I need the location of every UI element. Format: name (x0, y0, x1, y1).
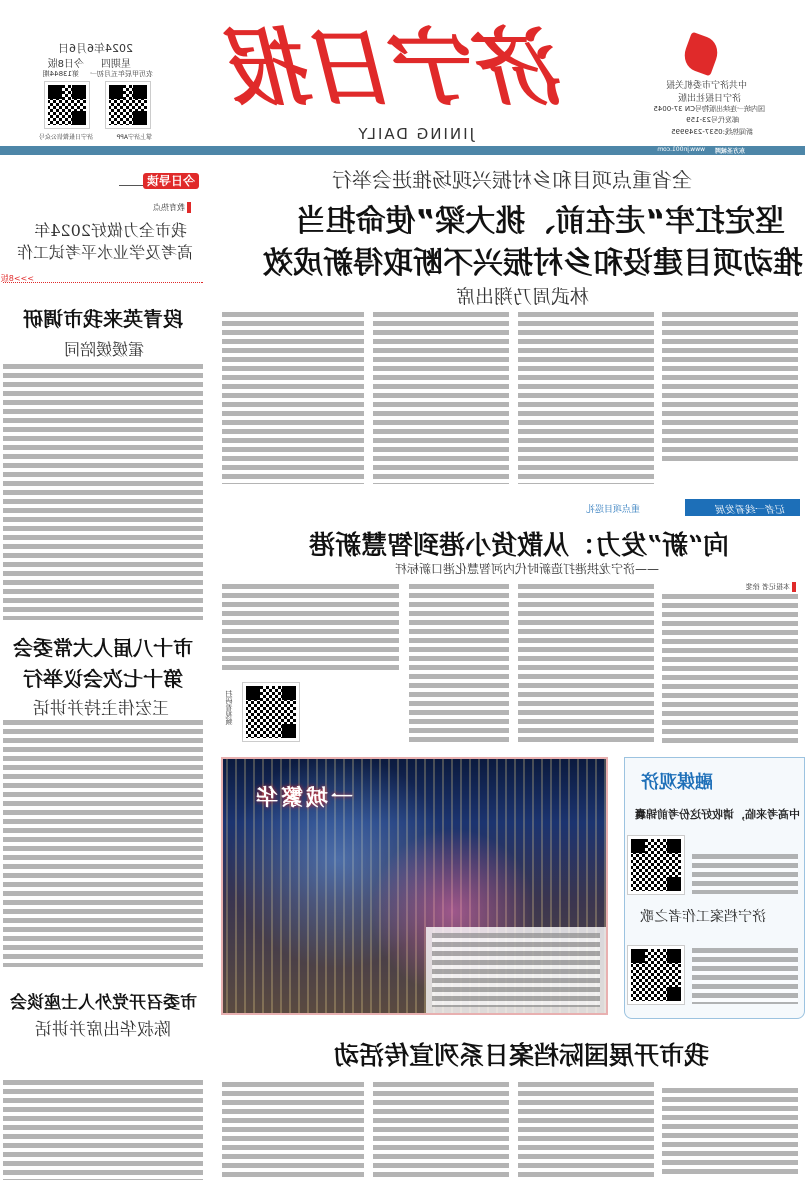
guide-title: 高考及学业水平考试工作 (16, 243, 193, 262)
story-subtitle: 陈叔华出席并讲话 (35, 1020, 171, 1040)
lunar-date: 农历甲辰年五月初一 (90, 70, 153, 78)
port-headline: 向“新”发力：从散货小港到智慧新港 (309, 531, 729, 561)
qr-code-app[interactable] (106, 82, 150, 128)
media-item-title[interactable]: 济宁档案工作者之歌 (640, 909, 766, 925)
logo-icon (680, 32, 722, 77)
caption-text (432, 933, 600, 1007)
article-body-text (222, 312, 364, 484)
section-banner: 记者一线看发展 重点项目巡礼 (544, 499, 800, 516)
article-body-text (409, 584, 509, 744)
article-body-text (518, 312, 654, 484)
article-body-text (662, 312, 798, 462)
byline: 本报记者 徐斐 (746, 582, 796, 592)
item-text (692, 948, 798, 1004)
article-body-text (222, 584, 399, 674)
qr-code[interactable] (628, 836, 684, 894)
guide-title: 我市全力做好2024年 (34, 221, 187, 240)
qr-code-video[interactable] (243, 683, 299, 741)
story-title: 市委召开党外人士座谈会 (10, 993, 197, 1013)
city-night-photo (221, 757, 608, 1015)
qr-code-wechat[interactable] (45, 82, 89, 128)
story-title: 段青英来我市调研 (23, 307, 183, 331)
story-title: 第十七次会议举行 (23, 667, 183, 691)
lead-headline: 坚定扛牢“走在前、挑大梁”使命担当 (295, 204, 785, 239)
header-bar: 东方圣城网 www.jn001.com (0, 146, 805, 155)
qr-label: 掌上济宁APP (116, 134, 152, 141)
story-title: 市十八届人大常委会 (13, 636, 193, 660)
publisher-line: 济宁日报社出版 (677, 94, 741, 104)
photo-title: 一城繁华 (253, 786, 354, 811)
qr-code[interactable] (628, 946, 684, 1004)
lead-headline: 推动项目建设和乡村振兴不断取得新成效 (263, 246, 803, 281)
article-body-text (373, 312, 509, 484)
guide-label: 今日导读 (119, 170, 199, 186)
story-subtitle: 王宏伟主持并讲话 (33, 699, 169, 719)
article-body-text (3, 720, 203, 967)
article-body-text (518, 1082, 654, 1178)
lead-attendees: 林武周乃翔出席 (455, 286, 589, 308)
article-body-text (662, 1088, 798, 1174)
lead-kicker: 全省重点项目和乡村振兴现场推进会举行 (332, 168, 692, 192)
article-body-text (373, 1082, 509, 1178)
issn: 国内统一连续出版物号CN 37-0045 (653, 105, 765, 113)
postal-code: 邮发代号23-159 (686, 116, 739, 124)
article-body-text (518, 584, 654, 744)
media-box (624, 757, 805, 1019)
story-subtitle: 霍媛媛陪同 (63, 340, 144, 359)
media-item-title[interactable]: 中高考来临，请收好这份考前锦囊 (635, 808, 800, 821)
port-subtitle: ——济宁龙拱港打造新时代内河智慧化港口新标杆 (394, 562, 659, 576)
issue-number: 第13844期 (42, 70, 79, 78)
masthead-english: JINING DAILY (356, 125, 474, 143)
item-text (692, 854, 798, 894)
article-body-text (3, 1080, 203, 1180)
weekday: 星期四 (101, 59, 131, 70)
hotline: 新闻热线:0537-2349995 (671, 128, 753, 136)
photo-caption (426, 927, 606, 1013)
article-body-text (222, 1082, 364, 1178)
qr-caption: 扫码看视频 (225, 690, 233, 725)
media-brand: 融媒观济 (641, 772, 713, 793)
article-body-text (3, 364, 203, 620)
page-count: 今日8版 (47, 59, 84, 70)
guide-section: 教育热点 (153, 202, 191, 213)
qr-label: 济宁日报微信公众号 (38, 134, 93, 141)
article-body-text (662, 594, 798, 744)
masthead-title: 济宁日报 (231, 18, 568, 117)
date: 2024年6月6日 (58, 42, 133, 55)
publisher-line: 中共济宁市委机关报 (665, 81, 747, 91)
archives-headline: 我市开展国际档案日系列宣传活动 (333, 1041, 709, 1070)
page-ref[interactable]: >>>8版 (0, 274, 34, 283)
